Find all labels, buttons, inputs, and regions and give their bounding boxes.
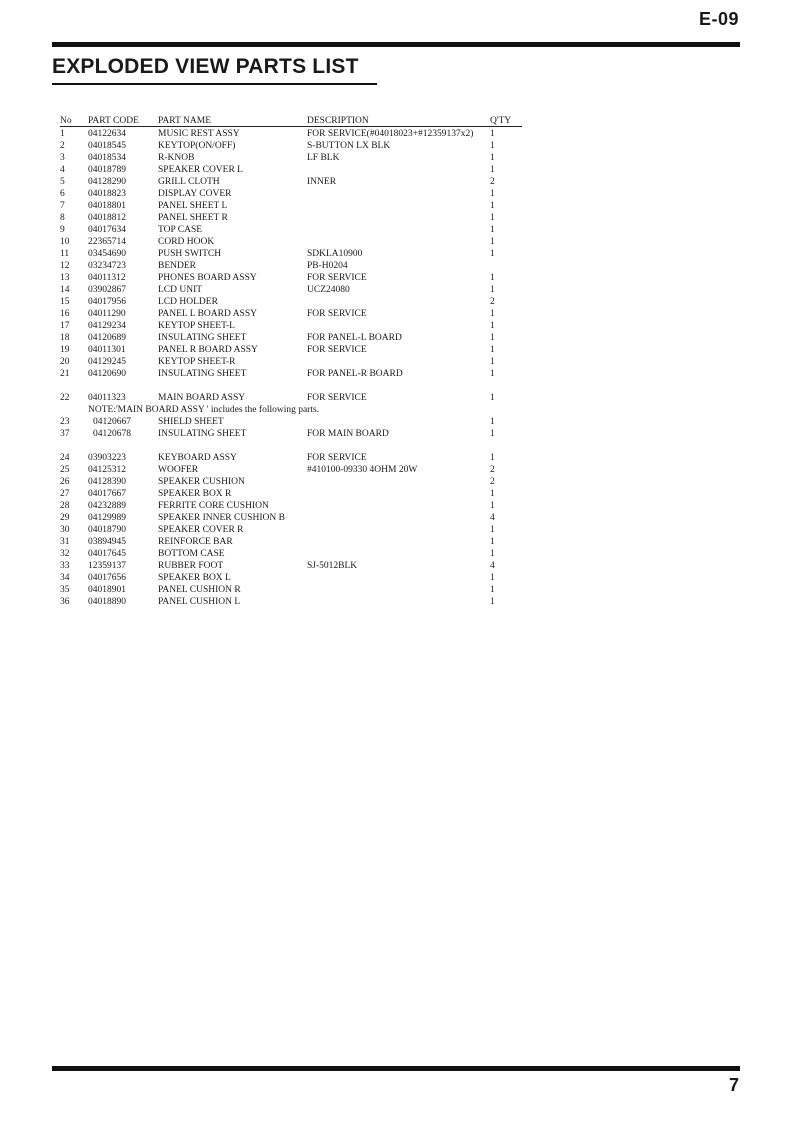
cell-part-name: REINFORCE BAR [158,537,233,547]
table-note [60,404,522,416]
cell-no: 28 [60,501,70,511]
cell-part-code: 04018545 [88,141,126,151]
cell-part-name: MUSIC REST ASSY [158,129,240,139]
cell-description: FOR PANEL-R BOARD [307,369,403,379]
cell-no: 27 [60,489,70,499]
cell-part-name: PANEL SHEET L [158,201,228,211]
cell-no: 11 [60,249,70,259]
table-row [60,200,522,212]
cell-part-code: 04232889 [88,501,126,511]
cell-part-name: R-KNOB [158,153,195,163]
table-row [60,584,522,596]
cell-qty: 1 [490,309,495,319]
cell-qty: 1 [490,597,495,607]
cell-qty: 2 [490,465,495,475]
page-title: EXPLODED VIEW PARTS LIST [52,55,359,78]
cell-part-name: KEYTOP SHEET-L [158,321,235,331]
table-row [60,452,522,464]
table-row [60,308,522,320]
cell-qty: 1 [490,501,495,511]
cell-qty: 1 [490,129,495,139]
cell-no: 15 [60,297,70,307]
cell-part-code: 04011301 [88,345,126,355]
cell-no: 35 [60,585,70,595]
cell-part-name: GRILL CLOTH [158,177,220,187]
cell-part-code: 04017667 [88,489,126,499]
cell-part-code: 03902867 [88,285,126,295]
cell-part-code: 04018789 [88,165,126,175]
cell-no: 23 [60,417,70,427]
cell-no: 17 [60,321,70,331]
bottom-rule [52,1066,740,1071]
cell-part-code: 03454690 [88,249,126,259]
table-row [60,572,522,584]
cell-part-name: CORD HOOK [158,237,215,247]
table-row [60,548,522,560]
cell-description: FOR SERVICE(#04018023+#12359137x2) [307,129,474,139]
cell-description: SJ-5012BLK [307,561,358,571]
cell-description: #410100-09330 4OHM 20W [307,465,418,475]
cell-qty: 1 [490,285,495,295]
cell-part-code: 04128290 [88,177,126,187]
table-row [60,284,522,296]
cell-no: 13 [60,273,70,283]
cell-part-code: 04018890 [88,597,126,607]
table-row [60,152,522,164]
table-row [60,476,522,488]
cell-part-name: LCD HOLDER [158,297,218,307]
page-number: 7 [728,1075,739,1095]
cell-part-name: FERRITE CORE CUSHION [158,501,269,511]
cell-part-name: SHIELD SHEET [158,417,224,427]
cell-qty: 4 [490,561,495,571]
cell-part-code: 04120667 [93,417,131,427]
cell-description: FOR SERVICE [307,309,367,319]
cell-description: FOR PANEL-L BOARD [307,333,402,343]
cell-part-code: 04018812 [88,213,126,223]
cell-no: 4 [60,165,65,175]
cell-qty: 4 [490,513,495,523]
column-header-part-name: PART NAME [158,116,212,126]
table-row [60,236,522,248]
cell-part-code: 04128390 [88,477,126,487]
table-row [60,596,522,608]
table-row [60,392,522,404]
cell-no: 19 [60,345,70,355]
cell-part-code: 04011290 [88,309,126,319]
cell-description: FOR SERVICE [307,273,367,283]
cell-part-code: 04120678 [93,429,131,439]
cell-part-name: KEYBOARD ASSY [158,453,237,463]
table-row [60,260,522,272]
cell-qty: 1 [490,549,495,559]
cell-qty: 1 [490,273,495,283]
table-row [60,272,522,284]
table-row [60,416,522,428]
top-rule [52,42,740,47]
cell-part-code: 04018790 [88,525,126,535]
table-row [60,344,522,356]
table-row [60,224,522,236]
cell-part-code: 04120690 [88,369,126,379]
cell-part-name: RUBBER FOOT [158,561,224,571]
table-row [60,524,522,536]
table-row [60,320,522,332]
cell-part-name: TOP CASE [158,225,203,235]
cell-part-name: PANEL CUSHION R [158,585,241,595]
cell-qty: 1 [490,369,495,379]
cell-part-code: 04011323 [88,393,126,403]
cell-part-name: PHONES BOARD ASSY [158,273,257,283]
cell-no: 32 [60,549,70,559]
cell-no: 24 [60,453,70,463]
cell-no: 18 [60,333,70,343]
table-row [60,356,522,368]
cell-part-name: KEYTOP(ON/OFF) [158,141,236,151]
cell-part-name: KEYTOP SHEET-R [158,357,236,367]
cell-part-name: PANEL L BOARD ASSY [158,309,257,319]
table-row [60,560,522,572]
column-header-part-code: PART CODE [88,116,139,126]
model-name: E-09 [698,9,739,29]
cell-qty: 1 [490,489,495,499]
cell-qty: 1 [490,189,495,199]
cell-part-code: 04018801 [88,201,126,211]
cell-part-code: 04129989 [88,513,126,523]
cell-no: 3 [60,153,65,163]
title-underline [52,83,377,85]
cell-no: 7 [60,201,65,211]
cell-description: SDKLA10900 [307,249,363,259]
cell-qty: 2 [490,477,495,487]
cell-no: 20 [60,357,70,367]
cell-description: FOR SERVICE [307,453,367,463]
cell-qty: 1 [490,213,495,223]
cell-part-code: 04017645 [88,549,126,559]
cell-no: 2 [60,141,65,151]
cell-part-code: 04017634 [88,225,126,235]
cell-part-code: 04017956 [88,297,126,307]
cell-part-name: LCD UNIT [158,285,203,295]
cell-no: 25 [60,465,70,475]
cell-part-name: INSULATING SHEET [158,429,247,439]
cell-part-name: BENDER [158,261,196,271]
cell-part-name: SPEAKER INNER CUSHION B [158,513,285,523]
cell-qty: 1 [490,321,495,331]
cell-description: UCZ24080 [307,285,350,295]
cell-part-name: SPEAKER COVER R [158,525,244,535]
cell-part-name: BOTTOM CASE [158,549,225,559]
cell-part-code: 04017656 [88,573,126,583]
cell-no: 21 [60,369,70,379]
cell-qty: 2 [490,297,495,307]
cell-qty: 1 [490,237,495,247]
table-row [60,164,522,176]
cell-qty: 1 [490,249,495,259]
table-row [60,500,522,512]
row-spacer [60,380,522,392]
cell-part-code: 04011312 [88,273,126,283]
cell-qty: 1 [490,225,495,235]
table-row [60,140,522,152]
cell-no: 12 [60,261,70,271]
cell-part-code: 04129234 [88,321,126,331]
cell-qty: 2 [490,177,495,187]
table-row [60,488,522,500]
cell-part-name: WOOFER [158,465,199,475]
cell-qty: 1 [490,165,495,175]
table-row [60,188,522,200]
cell-description: FOR SERVICE [307,345,367,355]
cell-part-name: PANEL SHEET R [158,213,228,223]
cell-no: 31 [60,537,70,547]
cell-part-name: INSULATING SHEET [158,369,247,379]
cell-part-code: 04122634 [88,129,126,139]
parts-table [60,115,522,608]
cell-no: 14 [60,285,70,295]
cell-qty: 1 [490,537,495,547]
cell-part-code: 03234723 [88,261,126,271]
cell-qty: 1 [490,453,495,463]
table-row [60,332,522,344]
cell-no: 30 [60,525,70,535]
cell-qty: 1 [490,333,495,343]
column-header-description: DESCRIPTION [307,116,369,126]
cell-description: FOR MAIN BOARD [307,429,389,439]
cell-no: 36 [60,597,70,607]
cell-no: 6 [60,189,65,199]
cell-qty: 1 [490,393,495,403]
cell-qty: 1 [490,345,495,355]
cell-no: 26 [60,477,70,487]
cell-qty: 1 [490,429,495,439]
column-header-qty: Q'TY [490,116,512,126]
cell-qty: 1 [490,573,495,583]
table-row [60,248,522,260]
table-body [60,128,522,608]
cell-no: 22 [60,393,70,403]
table-row [60,464,522,476]
cell-qty: 1 [490,417,495,427]
cell-part-code: 04018534 [88,153,126,163]
cell-part-name: PANEL CUSHION L [158,597,241,607]
cell-part-name: MAIN BOARD ASSY [158,393,246,403]
cell-description: PB-H0204 [307,261,348,271]
cell-qty: 1 [490,153,495,163]
cell-part-name: SPEAKER CUSHION [158,477,245,487]
cell-part-code: 04018901 [88,585,126,595]
cell-description: LF BLK [307,153,340,163]
cell-no: 37 [60,429,70,439]
cell-part-name: PUSH SWITCH [158,249,222,259]
cell-part-code: 03894945 [88,537,126,547]
cell-qty: 1 [490,585,495,595]
cell-part-code: 04018823 [88,189,126,199]
table-row [60,536,522,548]
cell-part-code: 03903223 [88,453,126,463]
cell-no: 8 [60,213,65,223]
cell-no: 34 [60,573,70,583]
cell-no: 1 [60,129,65,139]
cell-description: INNER [307,177,337,187]
cell-description: FOR SERVICE [307,393,367,403]
cell-part-name: INSULATING SHEET [158,333,247,343]
table-row [60,368,522,380]
cell-part-code: 04129245 [88,357,126,367]
table-row [60,176,522,188]
cell-description: S-BUTTON LX BLK [307,141,391,151]
cell-no: 33 [60,561,70,571]
cell-no: 9 [60,225,65,235]
cell-part-name: SPEAKER BOX L [158,573,231,583]
cell-part-code: 22365714 [88,237,126,247]
row-spacer [60,440,522,452]
cell-qty: 1 [490,357,495,367]
table-row [60,296,522,308]
table-row [60,428,522,440]
table-row [60,512,522,524]
table-header [60,115,522,127]
cell-part-code: 04125312 [88,465,126,475]
column-header-no: No [60,116,72,126]
cell-no: 29 [60,513,70,523]
table-row [60,128,522,140]
cell-qty: 1 [490,201,495,211]
cell-part-name: SPEAKER BOX R [158,489,232,499]
note-text: NOTE:'MAIN BOARD ASSY ' includes the following parts. [88,405,320,415]
cell-part-name: DISPLAY COVER [158,189,232,199]
cell-part-name: PANEL R BOARD ASSY [158,345,258,355]
cell-part-code: 04120689 [88,333,126,343]
cell-no: 10 [60,237,70,247]
cell-part-code: 12359137 [88,561,126,571]
cell-qty: 1 [490,525,495,535]
cell-no: 16 [60,309,70,319]
table-row [60,212,522,224]
cell-qty: 1 [490,141,495,151]
cell-part-name: SPEAKER COVER L [158,165,243,175]
cell-no: 5 [60,177,65,187]
